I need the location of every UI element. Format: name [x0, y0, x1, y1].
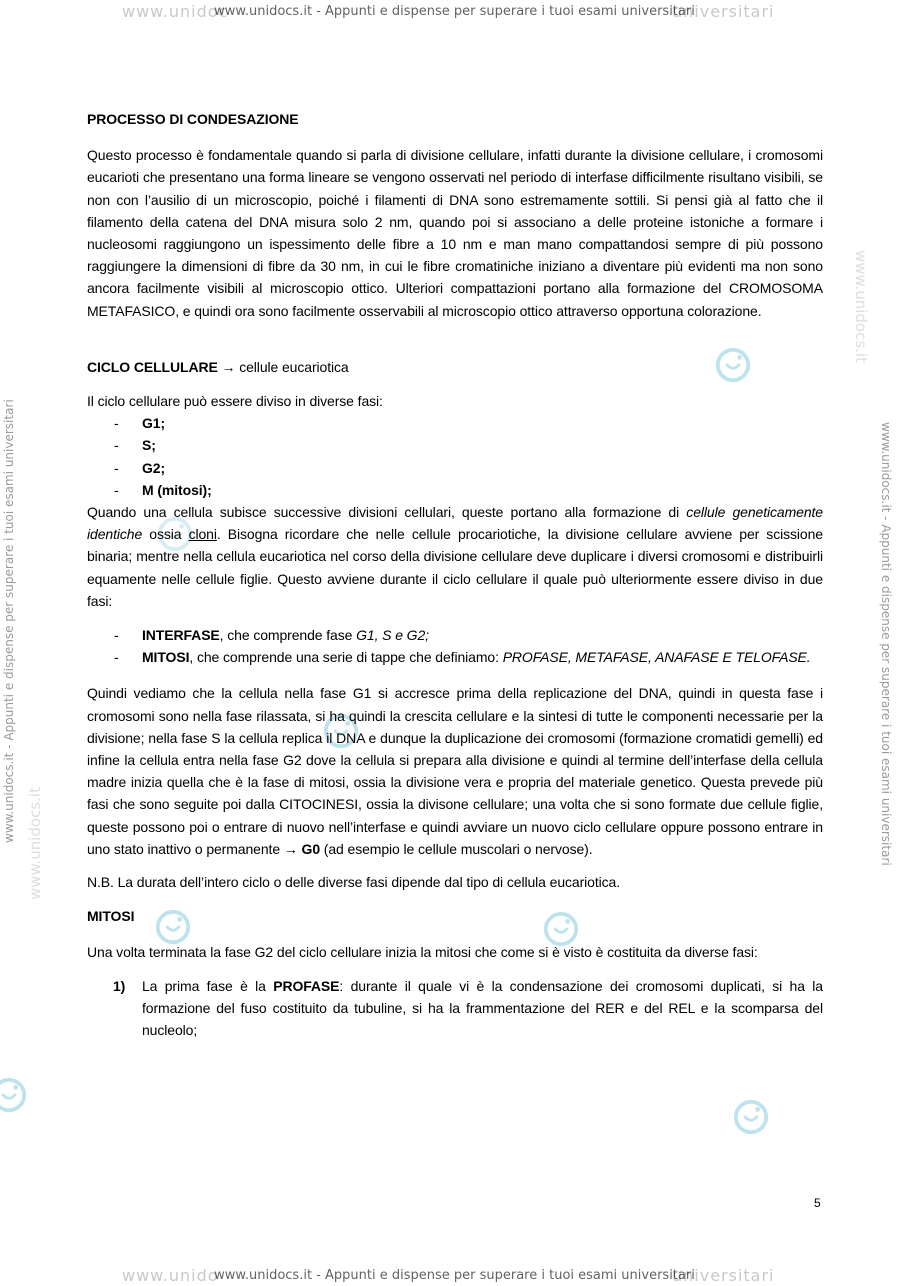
list-item: - G1;: [114, 415, 166, 432]
paragraph-note: N.B. La durata dell’intero ciclo o delle diverse fasi dipende dal tipo di cellula eucariotica.: [87, 874, 621, 891]
watermark-right-vertical: www.unidocs.it - Appunti e dispense per superare i tuoi esami universitari: [879, 422, 893, 866]
unidocs-logo-icon: [0, 1076, 28, 1114]
unidocs-logo-icon: [732, 1098, 770, 1136]
phase-list: [87, 412, 823, 501]
watermark-left-vertical: www.unidocs.it - Appunti e dispense per superare i tuoi esami universitari: [2, 399, 16, 843]
arrow-right-icon: →: [221, 358, 236, 375]
watermark-ghost-top-right: universitari: [672, 2, 775, 21]
list-item-interfase: - INTERFASE, che comprende fase G1, S e G2;: [114, 627, 429, 644]
watermark-left-ghost: www.unidocs.it: [26, 787, 44, 900]
list-item-profase: 1) La prima fase è la PROFASE: durante il quale vi è la condensazione dei cromosomi duplicati, si ha la formazione del fuso costituito da tubuline, si ha la frammentazione del RER e del REL e la scomparsa del nucleolo;: [113, 977, 823, 1039]
section-heading-mitosis: MITOSI: [87, 908, 135, 925]
watermark-right-ghost: www.unidocs.it: [852, 250, 870, 363]
list-item: - M (mitosi);: [114, 481, 212, 498]
list-item: - G2;: [114, 459, 166, 476]
watermark-top: www.unidocs.it - Appunti e dispense per superare i tuoi esami universitari: [214, 4, 695, 19]
watermark-ghost-top-left: www.unidoc: [122, 2, 229, 21]
watermark-ghost-bottom-left: www.unido: [122, 1266, 219, 1285]
paragraph-condensation: Questo processo è fondamentale quando si parla di divisione cellulare, infatti durante la divisione cellulare, i cromosomi eucarioti che presentano una forma lineare se vengono osservati nel periodo di interfase difficilmente risultano visibili, se non con l’ausilio di un microscopio, poiché i filamenti di DNA sono estremamente sottili. Si pensi già al fatto che il filamento della catena del DNA misura solo 2 nm, quando poi si associano a delle proteine istoniche a formare i nucleosomi raggiungono un ispessimento delle fibre a 10 nm e man mano compattandosi sempre di più possono raggiungere la dimensioni di fibre da 30 nm, in cui le fibre cromatiniche iniziano a diventare più evidenti ma non sono ancora facilmente visibili al microscopio ottico. Ulteriori compattazioni portano alla formazione del CROMOSOMA METAFASICO, e quindi ora sono facilmente osservabili al microscopio ottico attraverso opportuna colorazione.: [87, 147, 823, 319]
stage-list: [87, 624, 823, 668]
list-item: - S;: [114, 437, 156, 454]
page-number: 5: [814, 1196, 821, 1210]
section-heading-cell-cycle: CICLO CELLULARE → cellule eucariotica: [87, 358, 349, 375]
mitosis-phase-list: [87, 975, 823, 1042]
list-item-mitosi: - MITOSI, che comprende una serie di tappe che definiamo: PROFASE, METAFASE, ANAFASE E TELOFASE.: [114, 649, 811, 666]
paragraph-mitosis-intro: Una volta terminata la fase G2 del ciclo cellulare inizia la mitosi che come si è visto è costituita da diverse fasi:: [87, 943, 758, 960]
paragraph-cell-cycle-intro: Il ciclo cellulare può essere diviso in diverse fasi:: [87, 393, 383, 410]
arrow-right-icon: →: [283, 840, 298, 857]
paragraph-cycle-phases: Quindi vediamo che la cellula nella fase G1 si accresce prima della replicazione del DNA, quindi in questa fase i cromosomi sono nella fase rilassata, si ha quindi la crescita cellulare e la sintesi di tutte le componenti necessarie per la divisione; nella fase S la cellula replica il DNA e dunque la duplicazione dei cromosomi (formazione cromatidi gemelli) ed infine la cellula entra nella fase G2 dove la cellula si prepara alla divisione e quindi al termine dell’interfase della cellula madre inizia quella che è la fase di mitosi, ossia la divisione vera e propria del materiale genetico. Questa prevede più fasi che sono seguite poi dalla CITOCINESI, ossia la divisone cellulare; una volta che si sono formate due cellule figlie, queste possono poi o entrare di nuovo nell’interfase e quindi avviare un nuovo ciclo cellulare oppure possono entrare in uno stato inattivo o permanente → G0 (ad esempio le cellule muscolari o nervose).: [87, 685, 823, 857]
watermark-bottom: www.unidocs.it - Appunti e dispense per superare i tuoi esami universitari: [214, 1268, 695, 1283]
section-heading-condensation: PROCESSO DI CONDESAZIONE: [87, 111, 299, 127]
paragraph-cell-division: Quando una cellula subisce successive divisioni cellulari, queste portano alla formazione di cellule geneticamente identiche ossia cloni. Bisogna ricordare che nelle cellule procariotiche, la divisione cellulare avviene per scissione binaria; mentre nella cellula eucariotica nel corso della divisione cellulare deve duplicare i diversi cromosomi e distribuirli equamente nelle cellule figlie. Questo avviene durante il ciclo cellulare il quale può ulteriormente essere diviso in due fasi:: [87, 504, 823, 609]
watermark-ghost-bottom-right: universitari: [672, 1266, 775, 1285]
document-body: [87, 108, 823, 1041]
